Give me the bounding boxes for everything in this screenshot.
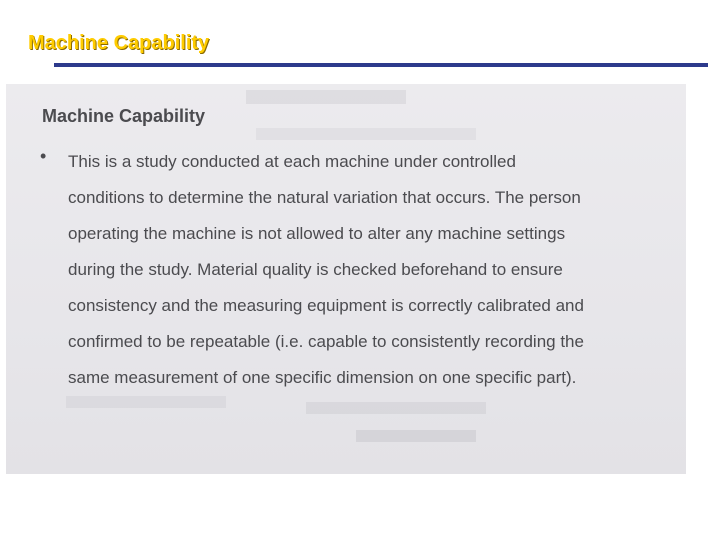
paragraph-line: operating the machine is not allowed to alter any machine settings [68, 224, 566, 243]
paragraph-line: This is a study conducted at each machine under controlled [68, 152, 516, 171]
bleed-through-texture [306, 402, 486, 414]
paragraph-line: confirmed to be repeatable (i.e. capable to consistently recording the [68, 332, 584, 351]
bleed-through-texture [246, 90, 406, 104]
paragraph-line: conditions to determine the natural variation that occurs. The person [68, 188, 581, 207]
paragraph-line: during the study. Material quality is checked beforehand to ensure [68, 260, 563, 279]
document-paragraph [68, 144, 680, 396]
title-underline [54, 63, 708, 67]
paragraph-line: same measurement of one specific dimension on one specific part). [68, 368, 577, 387]
bullet-marker: • [40, 146, 47, 166]
paragraph-line: consistency and the measuring equipment is correctly calibrated and [68, 296, 584, 315]
scanned-document-image [6, 84, 686, 474]
bleed-through-texture [356, 430, 476, 442]
document-heading: Machine Capability [42, 106, 206, 126]
bleed-through-texture [256, 128, 476, 140]
slide-title: Machine Capability [28, 32, 210, 54]
bleed-through-texture [66, 396, 226, 408]
